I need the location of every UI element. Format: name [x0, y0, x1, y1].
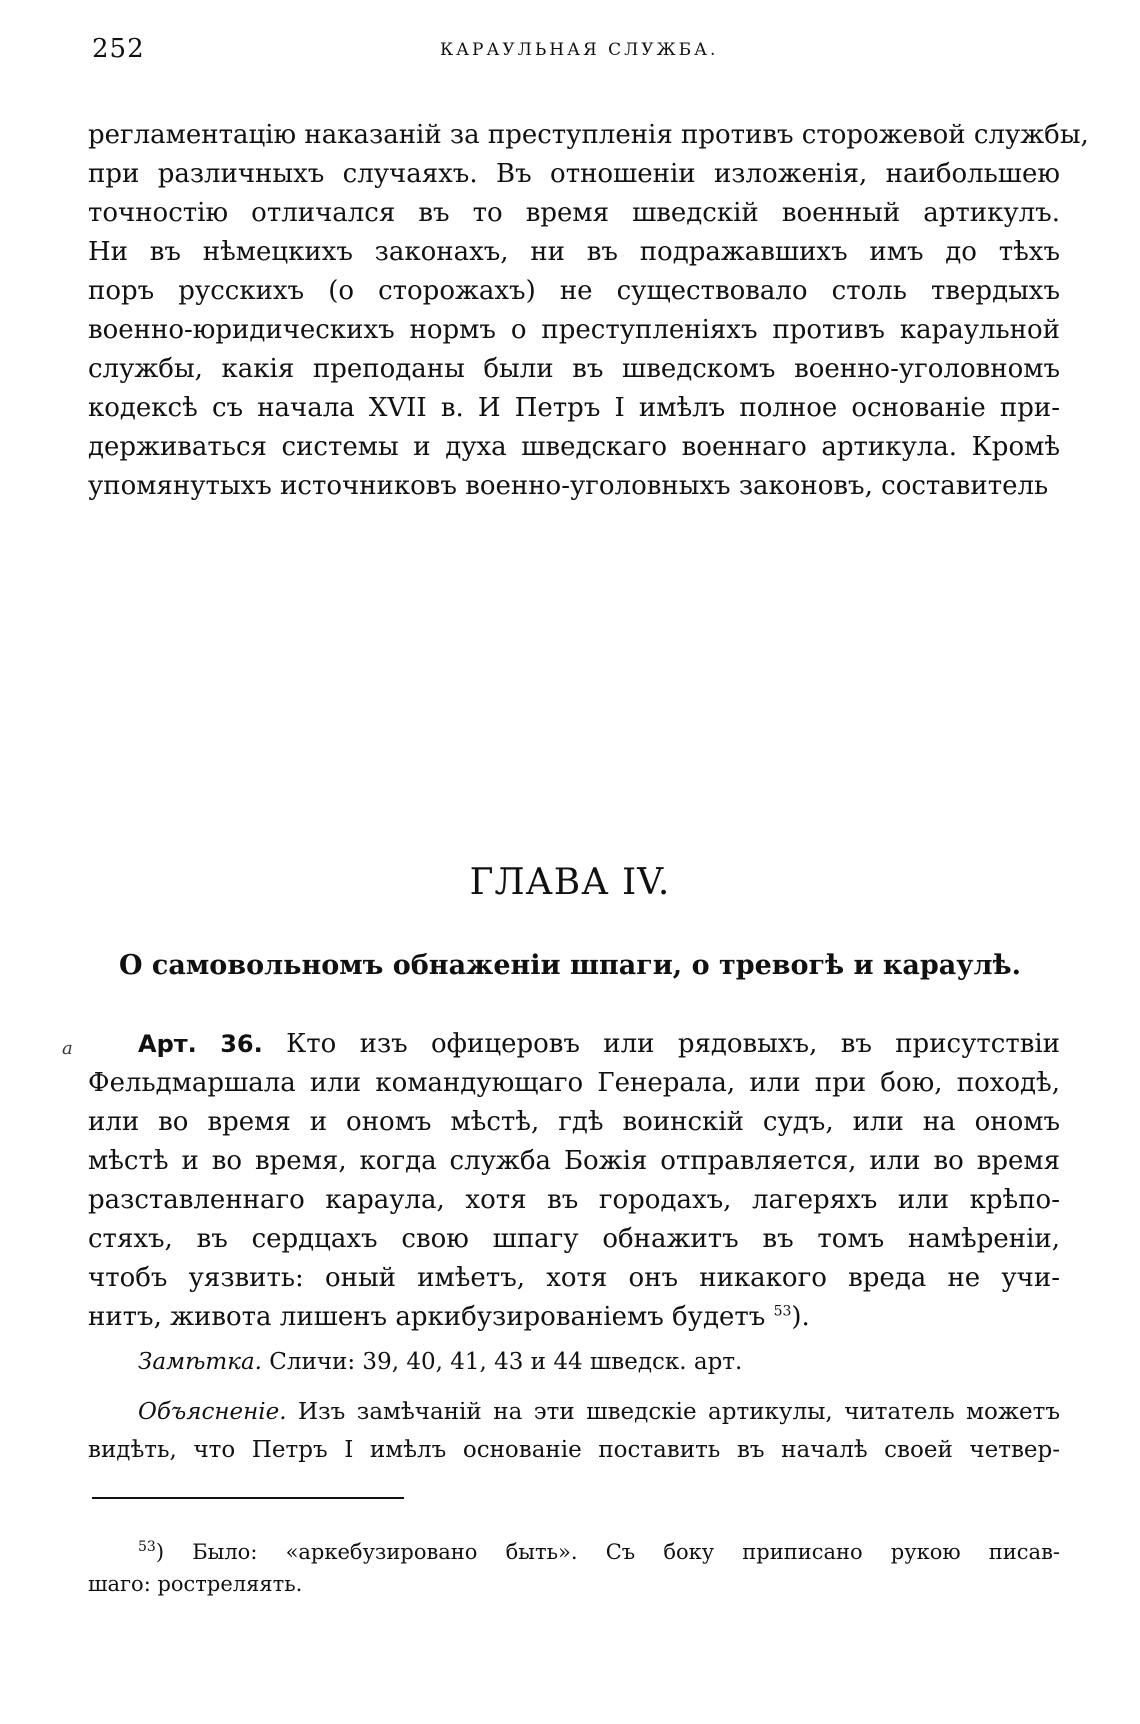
text-line: регламентацію наказаній за преступленія противъ сторожевой службы, [88, 120, 1089, 150]
article-last-text: нитъ, живота лишенъ аркибузированіемъ будетъ [88, 1302, 766, 1332]
note-text: Сличи: 39, 40, 41, 43 и 44 шведск. арт. [269, 1349, 743, 1375]
top-paragraph [88, 116, 1089, 506]
text-line: поръ русскихъ (о сторожахъ) не существовало столь твердыхъ [88, 276, 1060, 306]
article-label: Арт. 36. [138, 1030, 263, 1058]
text-line: разставленнаго караула, хотя въ городахъ, лагеряхъ или крѣпо- [88, 1185, 1060, 1215]
text-line: или во время и ономъ мѣстѣ, гдѣ воинскій судъ, или на ономъ [88, 1107, 1060, 1137]
explanation-text: Изъ замѣчаній на эти шведскіе артикулы, читатель можетъ [298, 1399, 1060, 1425]
explanation-first-line [88, 1393, 1060, 1431]
text-line: упомянутыхъ источниковъ военно-уголовныхъ законовъ, составитель [88, 471, 1049, 501]
explanation [88, 1393, 1060, 1469]
footnote [88, 1536, 1060, 1600]
text-line: Ни въ нѣмецкихъ законахъ, ни въ подражавшихъ имъ до тѣхъ [88, 237, 1060, 267]
text-line: мѣстѣ и во время, когда служба Божія отправляется, или во время [88, 1146, 1060, 1176]
text-line: чтобъ уязвить: оный имѣетъ, хотя онъ никакого вреда не учи- [88, 1263, 1060, 1293]
footnote-rule [92, 1497, 404, 1499]
article-36 [88, 1025, 1060, 1337]
note-label: Замѣтка. [138, 1349, 262, 1375]
text-line: точностію отличался въ то время шведскій военный артикулъ. [88, 198, 1060, 228]
running-head: КАРАУЛЬНАЯ СЛУЖБА. [440, 40, 719, 60]
footnote-first-line [88, 1536, 1060, 1568]
explanation-label: Объясненіе. [138, 1399, 287, 1425]
text-line: военно-юридическихъ нормъ о преступленіяхъ противъ караульной [88, 315, 1060, 345]
text-line: при различныхъ случаяхъ. Въ отношеніи изложенія, наибольшею [88, 159, 1060, 189]
article-text: Кто изъ офицеровъ или рядовыхъ, въ присутствіи [286, 1029, 1060, 1059]
article-last-line [88, 1298, 1060, 1337]
chapter-title: ГЛАВА IV. [469, 862, 671, 903]
footnote-text: ) Было: «аркебузировано быть». Съ боку приписано рукою писав- [155, 1540, 1060, 1564]
section-heading: О самовольномъ обнаженіи шпаги, о тревогѣ и караулѣ. [119, 950, 1021, 981]
text-line: Фельдмаршала или командующаго Генерала, или при бою, походѣ, [88, 1068, 1060, 1098]
text-line: видѣть, что Петръ I имѣлъ основаніе поставить въ началѣ своей четвер- [88, 1437, 1060, 1463]
text-line: стяхъ, въ сердцахъ свою шпагу обнажитъ въ томъ намѣреніи, [88, 1224, 1060, 1254]
footnote-ref[interactable]: 53 [773, 1303, 792, 1320]
text-line: службы, какія преподаны были въ шведскомъ военно-уголовномъ [88, 354, 1060, 384]
text-line: кодексѣ съ начала XVII в. И Петръ I имѣлъ полное основаніе при- [88, 393, 1060, 423]
page-number: 252 [92, 34, 145, 64]
article-last-end: ). [791, 1302, 810, 1332]
note [138, 1349, 742, 1375]
article-first-line [88, 1025, 1060, 1064]
footnote-number: 53 [138, 1539, 156, 1555]
text-line: шаго: ростреляять. [88, 1572, 303, 1596]
text-line: держиваться системы и духа шведскаго военнаго артикула. Кромѣ [88, 432, 1060, 462]
margin-mark: а [62, 1038, 73, 1059]
